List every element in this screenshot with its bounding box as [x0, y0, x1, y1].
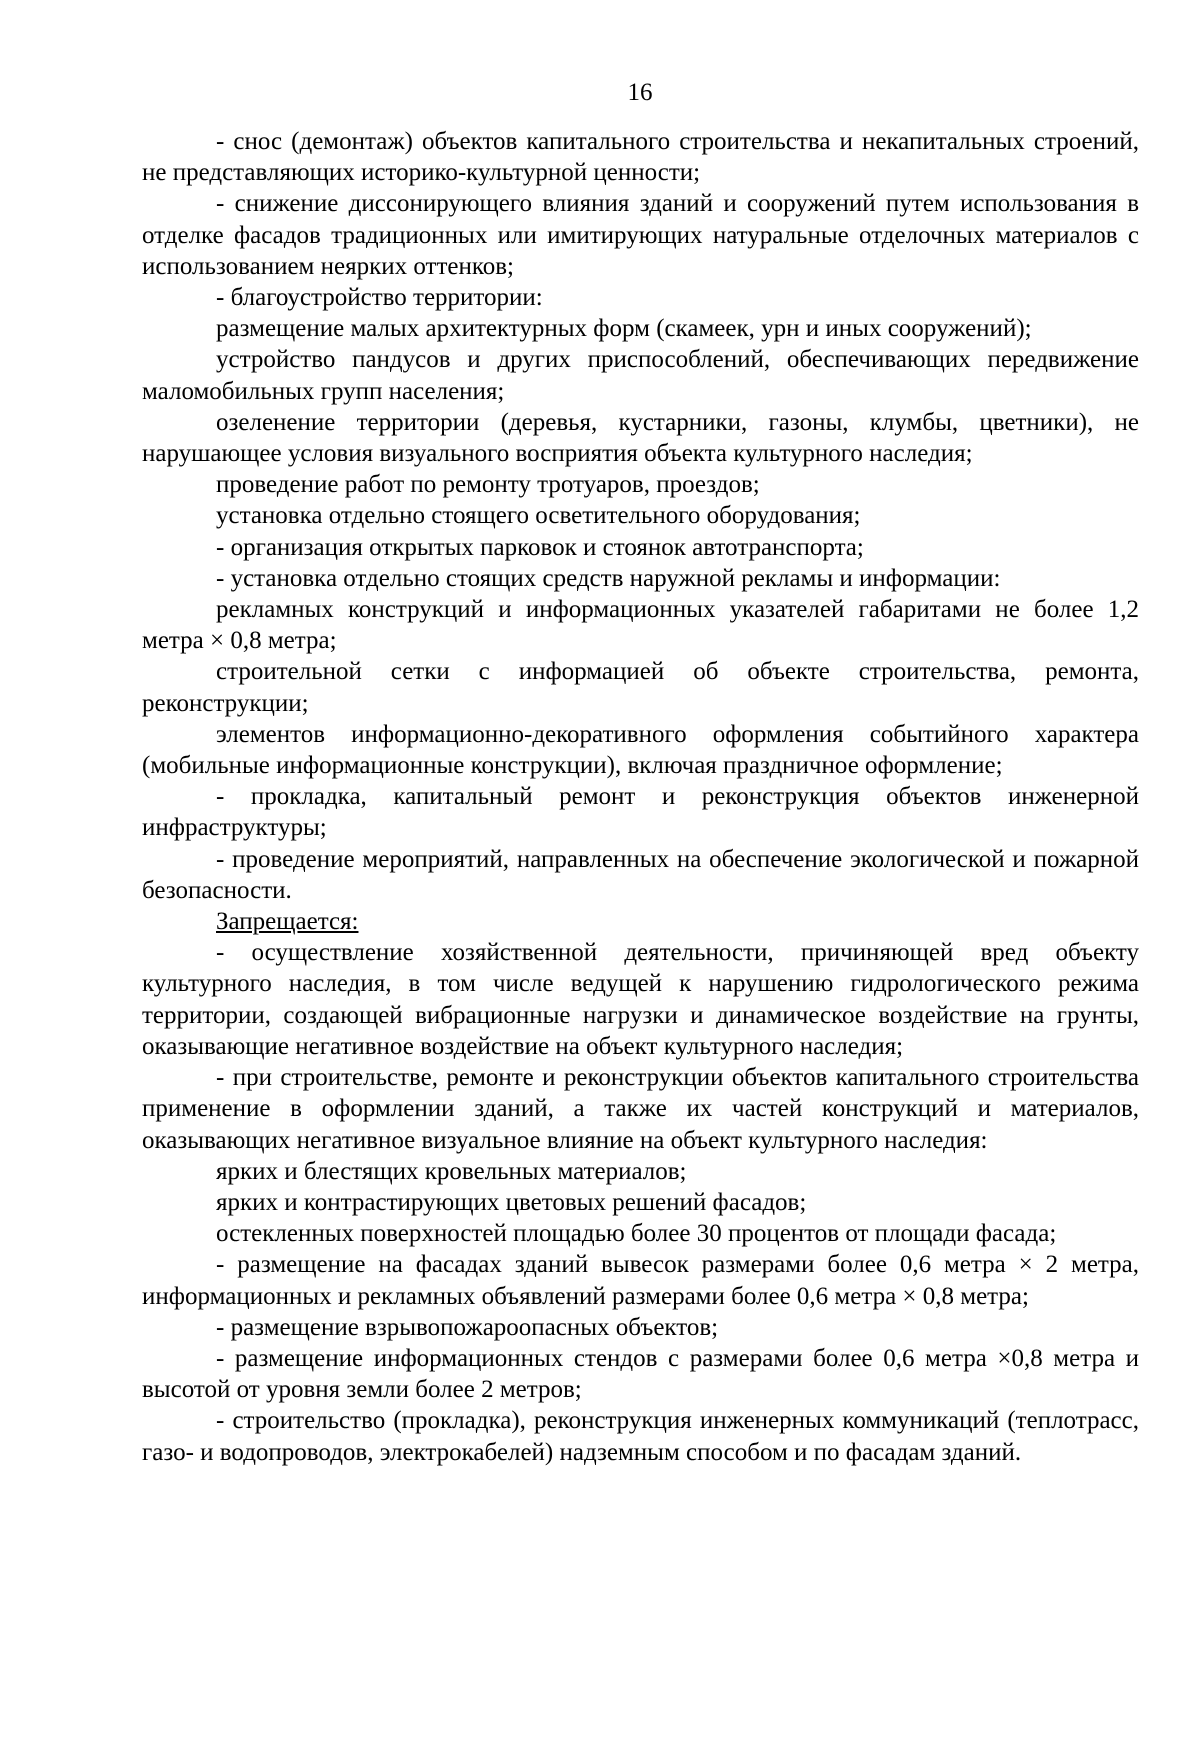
paragraph: - снос (демонтаж) объектов капитального строительства и некапитальных строений, не представляющих историко-культурной ценности; [142, 128, 1139, 187]
document-body [142, 126, 1139, 1468]
paragraph: - благоустройство территории: [216, 284, 543, 312]
paragraph: остекленных поверхностей площадью более 30 процентов от площади фасада; [216, 1220, 1057, 1248]
paragraph: озеленение территории (деревья, кустарники, газоны, клумбы, цветники), не нарушающее условия визуального восприятия объекта культурного наследия; [142, 408, 1139, 468]
paragraph: - прокладка, капитальный ремонт и реконструкция объектов инженерной инфраструктуры; [142, 783, 1139, 842]
paragraph: - размещение взрывопожароопасных объектов; [216, 1313, 719, 1341]
page-number: 16 [627, 79, 653, 106]
paragraph: элементов информационно-декоративного оформления событийного характера (мобильные информационные конструкции), включая праздничное оформление; [142, 720, 1139, 780]
paragraph: - установка отдельно стоящих средств наружной рекламы и информации: [216, 564, 1001, 592]
paragraph: - осуществление хозяйственной деятельности, причиняющей вред объекту культурного наследия, в том числе ведущей к нарушению гидрологического режима территории, создающей вибрационные нагрузки и динамическое воздействие на грунты, оказывающие негативное воздействие на объект культурного наследия; [142, 939, 1139, 1060]
paragraph: установка отдельно стоящего осветительного оборудования; [216, 502, 861, 530]
paragraph: - строительство (прокладка), реконструкция инженерных коммуникаций (теплотрасс, газо- и водопроводов, электрокабелей) надземным способом и по фасадам зданий. [142, 1407, 1139, 1466]
paragraph: - размещение информационных стендов с размерами более 0,6 метра ×0,8 метра и высотой от уровня земли более 2 метров; [142, 1344, 1139, 1404]
paragraph: устройство пандусов и других приспособлений, обеспечивающих передвижение маломобильных групп населения; [142, 346, 1139, 405]
prohibited-heading [142, 906, 1139, 937]
paragraph: - проведение мероприятий, направленных на обеспечение экологической и пожарной безопасности. [142, 845, 1139, 904]
paragraph: ярких и блестящих кровельных материалов; [216, 1157, 687, 1185]
paragraph: - снижение диссонирующего влияния зданий и сооружений путем использования в отделке фасадов традиционных или имитирующих натуральные отделочных материалов с использованием неярких оттенков; [142, 190, 1139, 280]
paragraph: проведение работ по ремонту тротуаров, проездов; [216, 471, 760, 499]
paragraph: - при строительстве, ремонте и реконструкции объектов капитального строительства применение в оформлении зданий, а также их частей конструкций и материалов, оказывающих негативное визуальное влияние на объект культурного наследия: [142, 1064, 1139, 1154]
paragraph: ярких и контрастирующих цветовых решений фасадов; [216, 1188, 807, 1216]
prohibited-heading-text: Запрещается: [216, 908, 359, 936]
paragraph: - организация открытых парковок и стоянок автотранспорта; [216, 533, 864, 561]
paragraph: размещение малых архитектурных форм (скамеек, урн и иных сооружений); [216, 315, 1032, 343]
paragraph: строительной сетки с информацией об объекте строительства, ремонта, реконструкции; [142, 658, 1139, 717]
paragraph: рекламных конструкций и информационных указателей габаритами не более 1,2 метра × 0,8 метра; [142, 596, 1139, 655]
paragraph: - размещение на фасадах зданий вывесок размерами более 0,6 метра × 2 метра, информационных и рекламных объявлений размерами более 0,6 метра × 0,8 метра; [142, 1251, 1139, 1310]
